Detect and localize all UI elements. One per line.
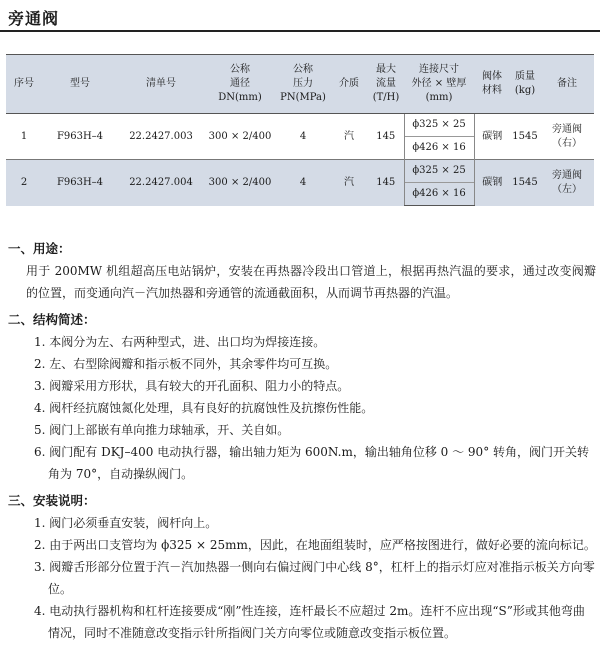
cell-flow: 145 bbox=[376, 130, 396, 142]
page-title: 旁通阀 bbox=[8, 9, 60, 28]
header-mass: 质量 (kg) bbox=[510, 55, 540, 114]
cell-size-a: ϕ325 × 25 bbox=[404, 160, 474, 183]
table-row bbox=[6, 160, 594, 183]
usage-paragraph: 用于 200MW 机组超高压电站锅炉，安装在再热器冷段出口管道上，根据再热汽温的要求，通过改变阀瓣的位置，而变通向汽－汽加热器和旁通管的流通截面积，从而调节再热器的汽温。 bbox=[26, 264, 596, 300]
cell-material: 碳钢 bbox=[482, 130, 503, 142]
cell-flow: 145 bbox=[368, 160, 404, 206]
cell-pn: 4 bbox=[276, 160, 330, 206]
structure-item: 4. 阀杆经抗腐蚀氮化处理，具有良好的抗腐蚀性及抗擦伤性能。 bbox=[34, 401, 374, 415]
structure-item: 3. 阀瓣采用方形状，具有较大的开孔面积、阻力小的特点。 bbox=[34, 379, 350, 393]
header-remark: 备注 bbox=[540, 55, 594, 114]
cell-dn: 300 × 2/400 bbox=[208, 130, 272, 142]
section-heading-structure: 二、结构简述： bbox=[8, 312, 96, 327]
cell-remark: 旁通阀（左） bbox=[540, 160, 594, 206]
cell-list-no: 22.2427.003 bbox=[129, 130, 193, 142]
installation-item: 1. 阀门必须垂直安装，阀杆向上。 bbox=[34, 516, 218, 530]
header-material: 阀体 材料 bbox=[474, 55, 510, 114]
cell-medium: 汽 bbox=[330, 160, 368, 206]
section-heading-usage: 一、用途： bbox=[8, 241, 71, 256]
cell-size-b: ϕ426 × 16 bbox=[404, 183, 474, 206]
cell-pn: 4 bbox=[299, 130, 307, 142]
table-header-row bbox=[6, 55, 594, 114]
cell-no: 2 bbox=[6, 160, 42, 206]
cell-size-a: ϕ325 × 25 bbox=[404, 114, 474, 137]
structure-item: 2. 左、右型除阀瓣和指示板不同外，其余零件均可互换。 bbox=[34, 357, 338, 371]
installation-item: 2. 由于两出口支管均为 ϕ325 × 25mm，因此，在地面组装时，应严格按图进行，做好必要的流向标记。 bbox=[34, 538, 596, 552]
installation-item: 3. 阀瓣舌形部分位置于汽－汽加热器一侧向右偏过阀门中心线 8°，杠杆上的指示灯应对准指示板关方向零位。 bbox=[34, 560, 595, 596]
header-no: 序号 bbox=[6, 55, 42, 114]
cell-remark: 旁通阀（右） bbox=[552, 123, 582, 149]
header-pn: 公称 压力 PN(MPa) bbox=[276, 55, 330, 114]
structure-item: 5. 阀门上部嵌有单向推力球轴承，开、关自如。 bbox=[34, 423, 290, 437]
cell-list-no: 22.2427.004 bbox=[118, 160, 204, 206]
cell-size-b: ϕ426 × 16 bbox=[404, 137, 474, 160]
header-medium: 介质 bbox=[330, 55, 368, 114]
structure-item: 1. 本阀分为左、右两种型式，进、出口均为焊接连接。 bbox=[34, 335, 326, 349]
cell-mass: 1545 bbox=[512, 130, 538, 142]
header-dn: 公称 通径 DN(mm) bbox=[204, 55, 276, 114]
cell-no: 1 bbox=[20, 130, 28, 142]
structure-item: 6. 阀门配有 DKJ–400 电动执行器，输出轴力矩为 600N.m，输出轴角位移 0 ～ 90° 转角，阀门开关转角为 70°，自动操纵阀门。 bbox=[34, 445, 590, 481]
header-list-no: 清单号 bbox=[118, 55, 204, 114]
installation-item: 4. 电动执行器机构和杠杆连接要成“刚”性连接，连杆最长不应超过 2m。连杆不应出现“S”形或其他弯曲情况，同时不准随意改变指示针所指阀门关方向零位或随意改变指示板位置。 bbox=[34, 604, 585, 640]
section-heading-installation: 三、安装说明： bbox=[8, 493, 96, 508]
title-rule bbox=[0, 30, 600, 32]
spec-table bbox=[6, 54, 594, 206]
header-model: 型号 bbox=[42, 55, 118, 114]
header-flow: 最大 流量 (T/H) bbox=[368, 55, 404, 114]
cell-mass: 1545 bbox=[510, 160, 540, 206]
cell-medium: 汽 bbox=[344, 130, 354, 142]
table-row bbox=[6, 114, 594, 137]
description-sections bbox=[8, 238, 596, 644]
cell-model: F963H–4 bbox=[56, 130, 104, 142]
cell-material: 碳钢 bbox=[474, 160, 510, 206]
header-connection-size: 连接尺寸 外径 × 壁厚 (mm) bbox=[404, 55, 474, 114]
cell-dn: 300 × 2/400 bbox=[204, 160, 276, 206]
cell-model: F963H–4 bbox=[42, 160, 118, 206]
